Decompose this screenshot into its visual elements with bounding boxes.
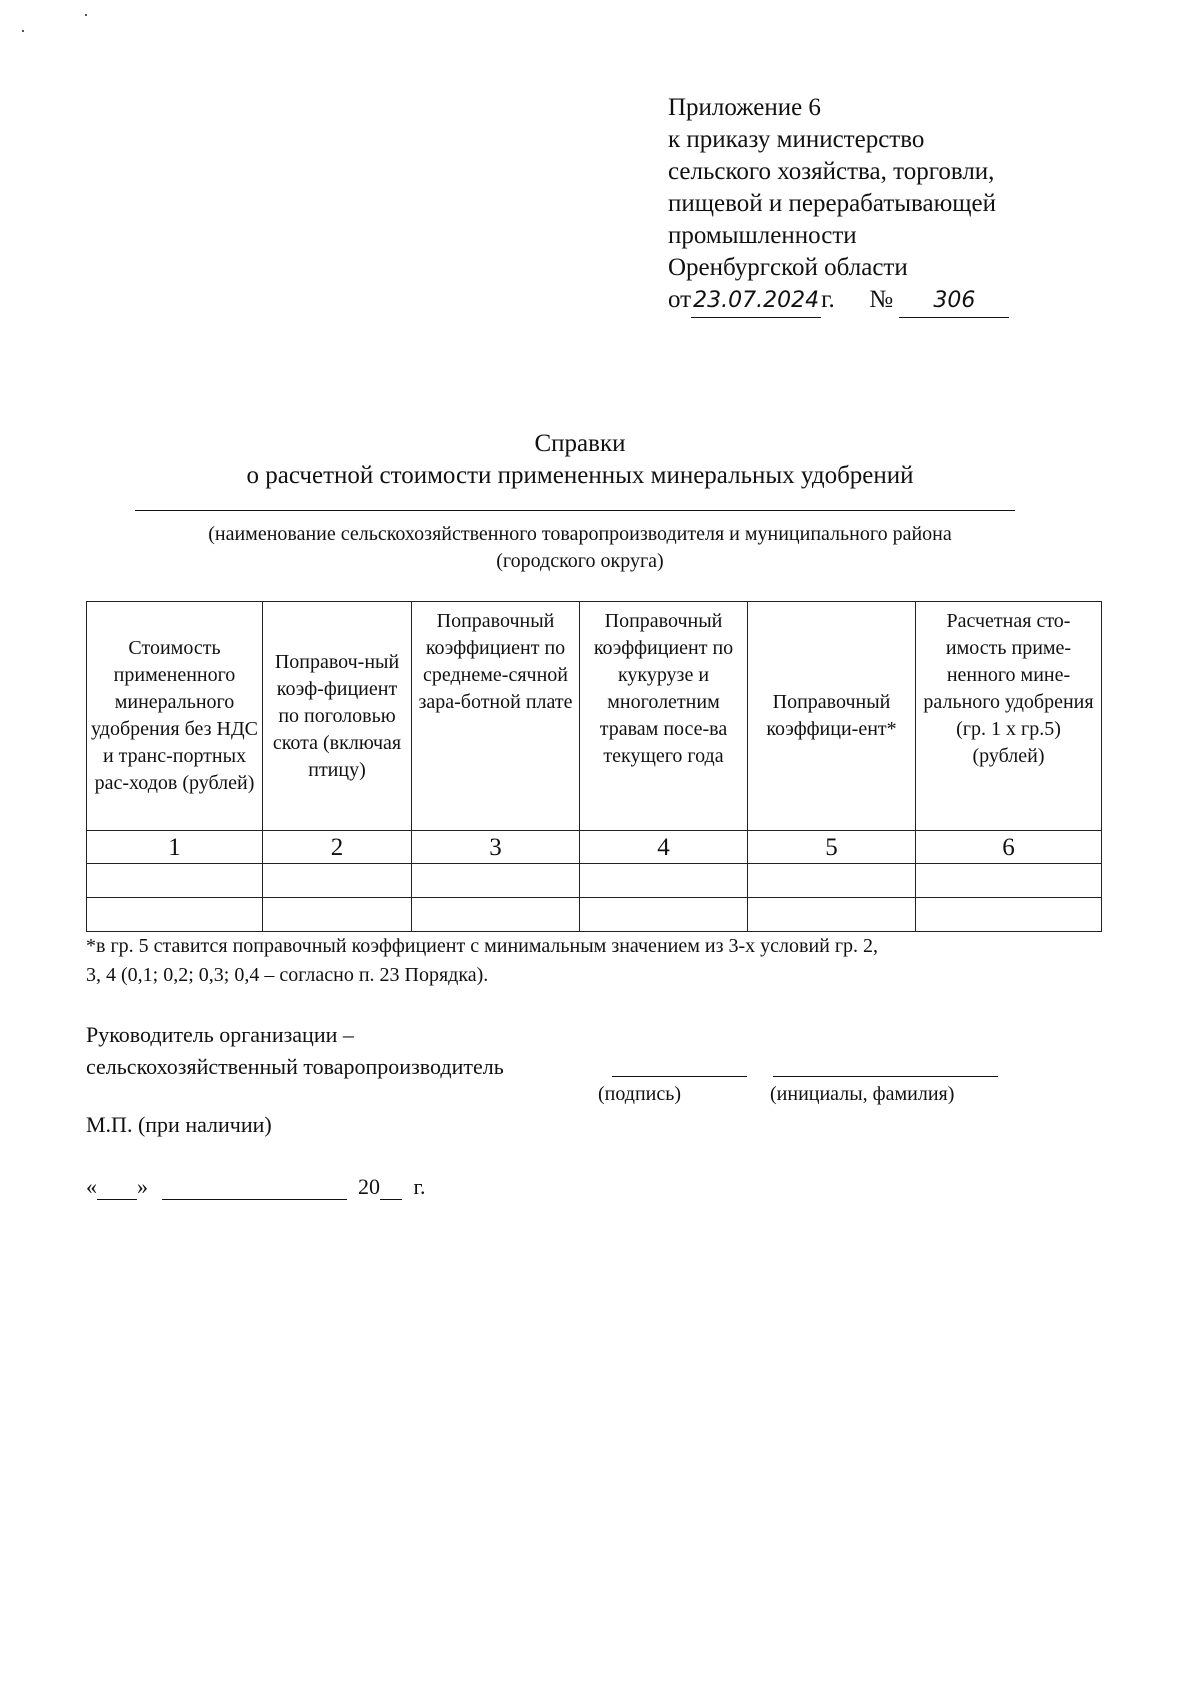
month-blank bbox=[162, 1179, 347, 1200]
header-cell: Поправочный коэффициент по среднеме-сячной зара-ботной плате bbox=[412, 602, 580, 831]
table-header-row bbox=[87, 602, 1102, 831]
footnote-line: 3, 4 (0,1; 0,2; 0,3; 0,4 – согласно п. 23 Порядка). bbox=[86, 964, 489, 986]
producer-name-line bbox=[135, 510, 1015, 511]
column-number: 4 bbox=[580, 831, 748, 864]
date-open-quote: « bbox=[86, 1174, 97, 1199]
empty-cell bbox=[748, 864, 916, 898]
empty-cell bbox=[263, 898, 412, 932]
header-cell: Расчетная сто-имость приме-ненного мине-рального удобрения (гр. 1 х гр.5) (рублей) bbox=[916, 602, 1102, 831]
calculation-table bbox=[86, 601, 1102, 932]
year-blank bbox=[380, 1179, 402, 1200]
column-number: 5 bbox=[748, 831, 916, 864]
header-cell: Поправочный коэффициент по кукурузе и многолетним травам посе-ва текущего года bbox=[580, 602, 748, 831]
annex-line: пищевой и перерабатывающей bbox=[668, 190, 997, 217]
number-sign: № bbox=[869, 286, 894, 313]
empty-cell bbox=[87, 864, 263, 898]
empty-cell bbox=[412, 898, 580, 932]
header-cell: Поправочный коэффици-ент* bbox=[748, 602, 916, 831]
year-prefix: 20 bbox=[358, 1174, 380, 1199]
table-row-numbers bbox=[87, 831, 1102, 864]
column-number: 6 bbox=[916, 831, 1102, 864]
empty-cell bbox=[87, 898, 263, 932]
producer-caption: (наименование сельскохозяйственного товаропроизводителя и муниципального района bbox=[208, 523, 952, 545]
day-blank bbox=[97, 1179, 137, 1200]
document-subtitle: о расчетной стоимости примененных минеральных удобрений bbox=[246, 462, 914, 489]
producer-caption-cont: (городского округа) bbox=[496, 550, 664, 572]
document-title: Справки bbox=[534, 430, 626, 457]
signature-title-line1: Руководитель организации – bbox=[86, 1022, 354, 1047]
header-cell: Поправоч-ный коэф-фициент по поголовью скота (включая птицу) bbox=[263, 602, 412, 831]
annex-date-line bbox=[668, 284, 1009, 318]
column-number: 3 bbox=[412, 831, 580, 864]
footnote-line: *в гр. 5 ставится поправочный коэффициент с минимальным значением из 3-х условий гр. 2, bbox=[86, 935, 879, 957]
signature-line bbox=[612, 1076, 747, 1077]
annex-line: сельского хозяйства, торговли, bbox=[668, 158, 995, 185]
empty-cell bbox=[748, 898, 916, 932]
header-cell: Стоимость примененного минерального удобрения без НДС и транс-портных рас-ходов (рублей) bbox=[87, 602, 263, 831]
empty-cell bbox=[580, 864, 748, 898]
stamp-label: М.П. (при наличии) bbox=[86, 1112, 272, 1137]
date-line bbox=[86, 1174, 426, 1200]
date-prefix: от bbox=[668, 286, 692, 313]
scan-speck bbox=[85, 14, 87, 16]
empty-cell bbox=[916, 864, 1102, 898]
empty-cell bbox=[916, 898, 1102, 932]
column-number: 1 bbox=[87, 831, 263, 864]
annex-block bbox=[668, 92, 1009, 318]
scan-speck bbox=[22, 30, 24, 32]
handwritten-number: 306 bbox=[899, 285, 1009, 318]
signature-title-line2: сельскохозяйственный товаропроизводитель bbox=[86, 1054, 504, 1079]
table-row bbox=[87, 898, 1102, 932]
year-suffix: г. bbox=[413, 1174, 426, 1199]
date-suffix: г. bbox=[821, 286, 835, 313]
table-row bbox=[87, 864, 1102, 898]
signature-label: (подпись) bbox=[598, 1083, 682, 1105]
name-label: (инициалы, фамилия) bbox=[770, 1083, 955, 1105]
annex-line: Приложение 6 bbox=[668, 94, 821, 121]
annex-line: промышленности bbox=[668, 222, 857, 249]
name-line bbox=[773, 1076, 998, 1077]
column-number: 2 bbox=[263, 831, 412, 864]
empty-cell bbox=[580, 898, 748, 932]
annex-line: Оренбургской области bbox=[668, 254, 908, 281]
empty-cell bbox=[412, 864, 580, 898]
empty-cell bbox=[263, 864, 412, 898]
handwritten-date: 23.07.2024 bbox=[691, 285, 821, 318]
annex-line: к приказу министерство bbox=[668, 126, 925, 153]
footnote bbox=[86, 932, 1086, 990]
date-close-quote: » bbox=[137, 1174, 148, 1199]
